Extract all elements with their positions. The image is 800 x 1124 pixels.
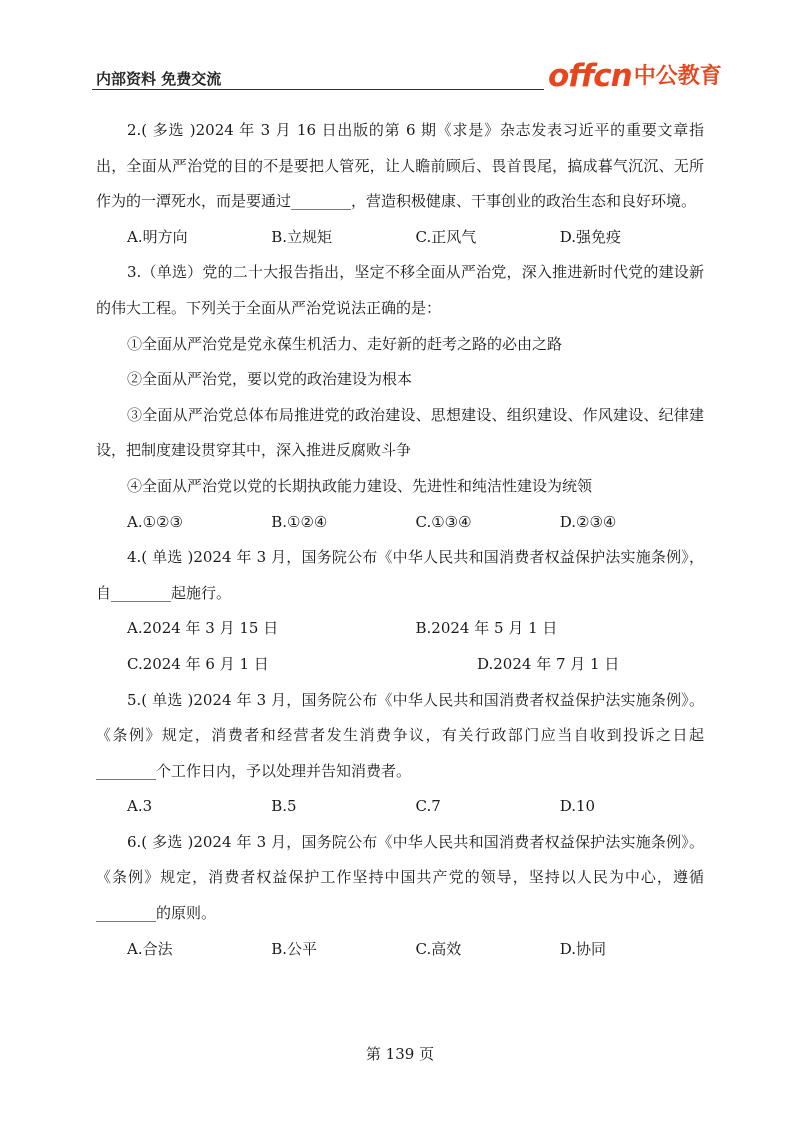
- option-c: C.正风气: [415, 227, 477, 246]
- question-2-stem: 2.( 多选 )2024 年 3 月 16 日出版的第 6 期《求是》杂志发表习近平的重要文章指出，全面从严治党的目的不是要把人管死，让人瞻前顾后、畏首畏尾，搞成暮气沉沉、无所作为的一潭死水，而是要通过________，营造积极健康、干事创业的政治生态和良好环境。: [96, 121, 704, 211]
- question-4-stem: 4.( 单选 )2024 年 3 月，国务院公布《中华人民共和国消费者权益保护法实施条例》，自________起施行。: [96, 548, 704, 602]
- option-a: A.2024 年 3 月 15 日: [127, 619, 279, 638]
- option-d: D.10: [559, 797, 596, 816]
- option-d: D.2024 年 7 月 1 日: [477, 654, 620, 673]
- option-b: B.公平: [271, 939, 318, 958]
- option-c: C.高效: [415, 939, 462, 958]
- question-content: [96, 113, 704, 967]
- question-5-stem: 5.( 单选 )2024 年 3 月，国务院公布《中华人民共和国消费者权益保护法实施条例》。《条例》规定，消费者和经营者发生消费争议，有关行政部门应当自收到投诉之日起________个工作日内，予以处理并告知消费者。: [96, 690, 704, 780]
- option-d: D.协同: [559, 939, 607, 958]
- option-b: B.立规矩: [271, 227, 333, 246]
- option-a: A.合法: [127, 939, 173, 958]
- header-label: 内部资料 免费交流: [96, 70, 222, 88]
- option-a: A.①②③: [127, 512, 183, 531]
- question-4-options-row-2: [96, 647, 704, 683]
- logo-wordmark: offcn: [548, 58, 632, 94]
- question-3-statement-2: ②全面从严治党，要以党的政治建设为根本: [127, 370, 413, 389]
- option-a: A.3: [127, 797, 153, 816]
- option-b: B.5: [271, 797, 297, 816]
- option-b: B.2024 年 5 月 1 日: [415, 619, 558, 638]
- option-a: A.明方向: [127, 227, 188, 246]
- question-6-stem: 6.( 多选 )2024 年 3 月，国务院公布《中华人民共和国消费者权益保护法实施条例》。《条例》规定，消费者权益保护工作坚持中国共产党的领导，坚持以人民为中心，遵循________的原则。: [96, 832, 704, 923]
- option-c: C.①③④: [415, 512, 472, 531]
- question-2-options: [96, 220, 704, 256]
- offcn-logo: [548, 58, 722, 92]
- question-3-options: [96, 505, 704, 541]
- option-b: B.①②④: [271, 512, 328, 531]
- logo-chinese-name: 中公教育: [633, 64, 722, 89]
- question-3-stem: 3.（单选）党的二十大报告指出，坚定不移全面从严治党，深入推进新时代党的建设新的伟大工程。下列关于全面从严治党说法正确的是：: [96, 263, 704, 317]
- option-d: D.②③④: [559, 512, 617, 531]
- question-5-options: [96, 789, 704, 825]
- option-c: C.2024 年 6 月 1 日: [127, 654, 269, 673]
- page-number: 第 139 页: [365, 1045, 435, 1063]
- question-4-options-row-1: [96, 611, 704, 647]
- question-3-statement-4: ④全面从严治党以党的长期执政能力建设、先进性和纯洁性建设为统领: [127, 476, 593, 495]
- question-6-options: [96, 932, 704, 968]
- option-c: C.7: [415, 797, 441, 816]
- question-3-statement-1: ①全面从严治党是党永葆生机活力、走好新的赶考之路的必由之路: [127, 334, 563, 353]
- option-d: D.强免疫: [559, 227, 622, 246]
- question-3-statement-3: ③全面从严治党总体布局推进党的政治建设、思想建设、组织建设、作风建设、纪律建设，把制度建设贯穿其中，深入推进反腐败斗争: [96, 405, 704, 460]
- header-divider: [92, 89, 544, 90]
